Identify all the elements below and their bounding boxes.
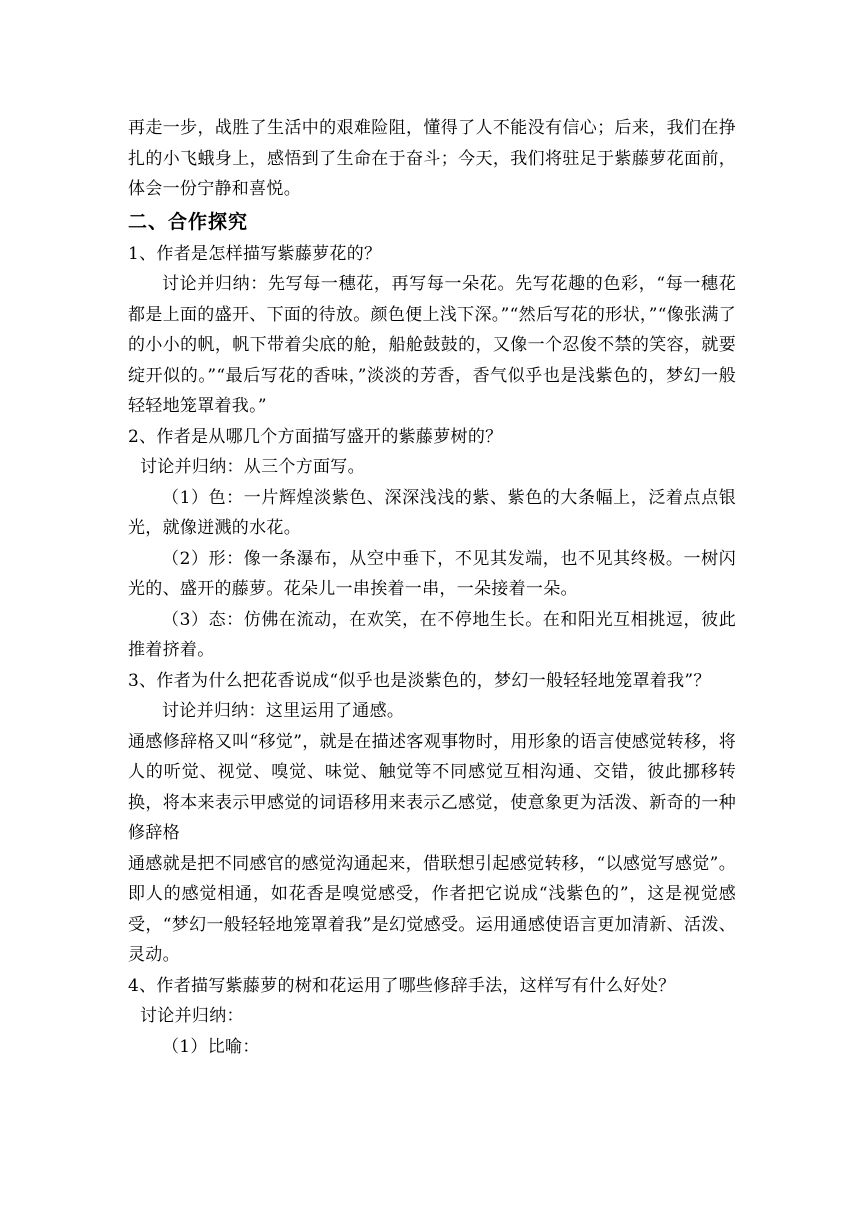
answer-2: 讨论并归纳：从三个方面写。 (140, 457, 365, 477)
intro-paragraph: 再走一步，战胜了生活中的艰难险阻，懂得了人不能没有信心；后来，我们在挣扎的小飞蛾身上，感悟到了生命在于奋斗；今天，我们将驻足于紫藤萝花面前，体会一份宁静和喜悦。 (128, 118, 736, 199)
question-4: 4、作者描写紫藤萝的树和花运用了哪些修辞手法，这样写有什么好处？ (128, 975, 676, 996)
answer-3-definition-1: 通感修辞格又叫“移觉”，就是在描述客观事物时，用形象的语言使感觉转移，将人的听觉、视觉、嗅觉、味觉、触觉等不同感觉互相沟通、交错，彼此挪移转换，将本来表示甲感觉的词语移用来表示乙感觉，使意象更为活泼、新奇的一种修辞格 (128, 731, 736, 843)
answer-3-definition-2: 通感就是把不同感官的感觉沟通起来，借联想引起感觉转移，“以感觉写感觉”。即人的感觉相通，如花香是嗅觉感受，作者把它说成“浅紫色的”，这是视觉感受，“梦幻一般轻轻地笼罩着我”是幻觉感受。运用通感使语言更加清新、活泼、灵动。 (128, 853, 736, 965)
section-heading: 二、合作探究 (128, 210, 249, 233)
document-body (128, 113, 736, 1062)
answer-3: 讨论并归纳：这里运用了通感。 (162, 701, 405, 721)
question-1: 1、作者是怎样描写紫藤萝花的？ (128, 243, 382, 264)
question-3: 3、作者为什么把花香说成“似乎也是淡紫色的，梦幻一般轻轻地笼罩着我”？ (128, 670, 711, 691)
answer-4: 讨论并归纳： (140, 1006, 244, 1026)
question-2: 2、作者是从哪几个方面描写盛开的紫藤萝树的？ (128, 426, 503, 447)
answer-2-item-2: （2）形：像一条瀑布，从空中垂下，不见其发端，也不见其终极。一树闪光的、盛开的藤萝。花朵儿一串挨着一串，一朵接着一朵。 (128, 548, 736, 599)
answer-4-item-1: （1）比喻： (162, 1036, 260, 1057)
answer-2-item-3: （3）态：仿佛在流动，在欢笑，在不停地生长。在和阳光互相挑逗，彼此推着挤着。 (128, 609, 736, 660)
answer-2-item-1: （1）色：一片辉煌淡紫色、深深浅浅的紫、紫色的大条幅上，泛着点点银光，就像迸溅的水花。 (128, 487, 736, 538)
answer-1: 讨论并归纳：先写每一穗花，再写每一朵花。先写花趣的色彩，“每一穗花都是上面的盛开、下面的待放。颜色便上浅下深。”“然后写花的形状，”“像张满了的小小的帆，帆下带着尖底的舱，船舱鼓鼓的，又像一个忍俊不禁的笑容，就要绽开似的。”“最后写花的香味，”淡淡的芳香，香气似乎也是浅紫色的，梦幻一般轻轻地笼罩着我。” (128, 274, 736, 416)
